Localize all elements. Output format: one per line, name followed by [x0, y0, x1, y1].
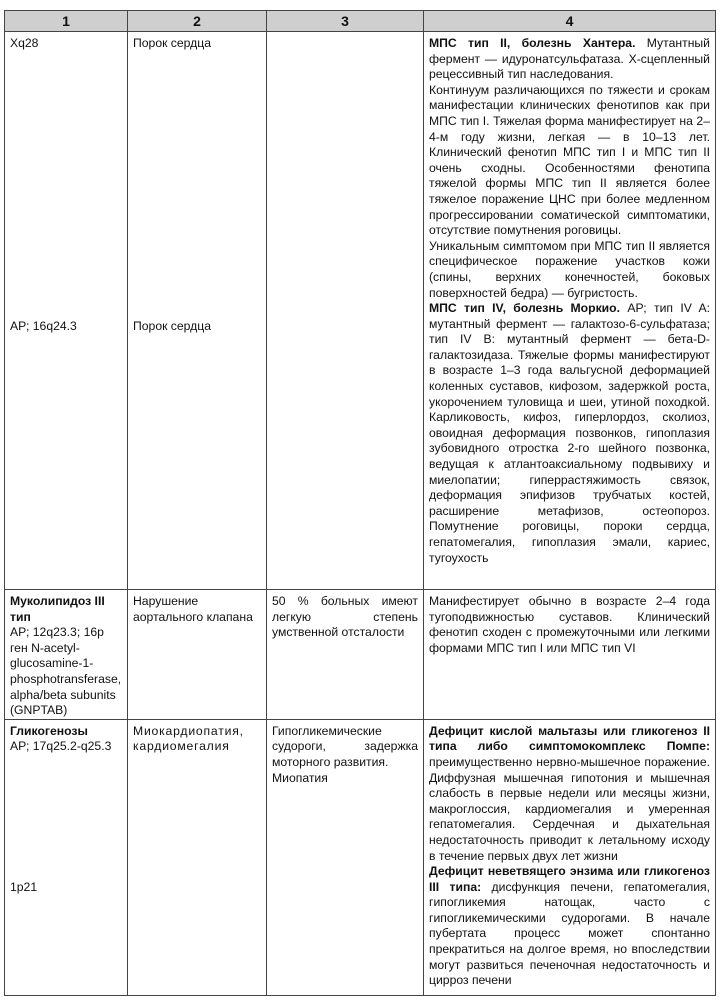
mps2-text: Мутантный фермент — идуронатсульфатаза. Х-сцепленный рецессивный тип наследования. [429, 36, 710, 82]
disease-title: Гликогенозы [10, 723, 88, 738]
locus-a: АР; 17q25.2-q25.3 [10, 739, 112, 754]
mps2-continuum: Континуум различающихся по тяжести и срокам манифестации клинических фенотипов как при МПС тип I. Тяжелая форма манифестирует на 2–4-м году жизни, легкая — в 10–13 лет. Клинический фенотип МПС тип I и МПС тип II очень сходны. Особенностями фенотипа тяжелой формы МПС тип II является более тяжелое поражение ЦНС при более медленном прогрессировании соматической симптоматики, отсутствие помутнения роговицы. [429, 82, 710, 238]
locus-text: АР; 12q23.3; 16p ген N-acetyl-glucosamine-1-phosphotransferase, alpha/beta subunits (GNPTAB) [10, 625, 122, 718]
neuro-p1: Гипогликемические судороги, задержка моторного развития. [272, 723, 418, 769]
column-header-1: 1 [5, 11, 128, 32]
cell-cardiac: Миокардиопатия, кардиомегалия [128, 719, 267, 995]
disease-title: Муколипидоз III тип [10, 594, 105, 624]
mps2-unique: Уникальным симптомом при МПС тип II является специфическое поражение участков кожи (спины, верхних конечностей, боковых поверхностей бедра) — бугристость. [429, 238, 710, 300]
cell-locus [5, 590, 128, 720]
cell-cardiac [128, 32, 267, 590]
medical-table [4, 10, 716, 996]
cell-neuro [267, 32, 424, 590]
locus-a: Xq28 [10, 36, 39, 50]
cell-neuro: 50 % больных имеют легкую степень умственной отсталости [267, 590, 424, 720]
cardiac-a: Порок сердца [133, 36, 212, 50]
cell-description [424, 32, 716, 590]
pompe-title: Дефицит кислой мальтазы или гликогеноз II типа либо симптомокомплекс Помпе: [429, 723, 710, 754]
gsd3-text: дисфункция печени, гепатомегалия, гипогликемия натощак, часто с гипогликемическими судорогами. В начале пубертата процесс может спонтанно прекратиться на долгое время, но впоследствии могут развиться печеночная недостаточность и цирроз печени [429, 879, 710, 988]
cell-locus [5, 32, 128, 590]
cell-neuro [267, 719, 424, 995]
table-row [5, 590, 716, 720]
header-row [5, 11, 716, 32]
table-row [5, 32, 716, 590]
locus-b: АР; 16q24.3 [10, 319, 77, 333]
neuro-p2: Миопатия [272, 770, 328, 785]
cell-cardiac: Нарушение аортального клапана [128, 590, 267, 720]
table-row [5, 719, 716, 995]
cell-description: Манифестирует обычно в возрасте 2–4 года тугоподвижностью суставов. Клинический фенотип сходен с промежуточными или легкими формами МПС тип I или МПС тип VI [424, 590, 716, 720]
mps2-title: МПС тип II, болезнь Хантера. [429, 36, 636, 50]
mps4-text: АР; тип IV A: мутантный фермент — галактозо-6-сульфатаза; тип IV B: мутантный фермент — бета-D-галактозидаза. Тяжелые формы манифестируют в возрасте 1–3 года вальгусной деформацией коленных суставов, кифозом, задержкой роста, укорочением туловища и шеи, утиной походкой. Карликовость, кифоз, гиперлордоз, сколиоз, овоидная деформация позвонков, гипоплазия зубовидного отростка 2-го шейного позвонка, ведущая к атлантоаксиальному подвывиху и миелопатии; гиперрастяжимость связок, деформация эпифизов трубчатых костей, расширение метафизов, остеопороз. Помутнение роговицы, пороки сердца, гепатомегалия, гипоплазия эмали, кариес, тугоухость [429, 301, 710, 565]
gsd3-title: Дефицит неветвящего энзима или гликогеноз III типа: [429, 864, 710, 894]
locus-b: 1p21 [10, 879, 38, 894]
column-header-4: 4 [424, 11, 716, 32]
cell-description [424, 719, 716, 995]
cell-locus [5, 719, 128, 995]
mps4-title: МПС тип IV, болезнь Моркио. [429, 301, 620, 316]
cardiac-b: Порок сердца [133, 319, 212, 333]
pompe-text: преимущественно нервно-мышечное поражение. Диффузная мышечная гипотония и мышечная слабость в первые недели или месяцы жизни, макроглоссия, кардиомегалия и умеренная гепатомегалия. Сердечная и дыхательная недостаточность приводит к летальному исходу в течение первых двух лет жизни [429, 754, 710, 863]
column-header-2: 2 [128, 11, 267, 32]
column-header-3: 3 [267, 11, 424, 32]
